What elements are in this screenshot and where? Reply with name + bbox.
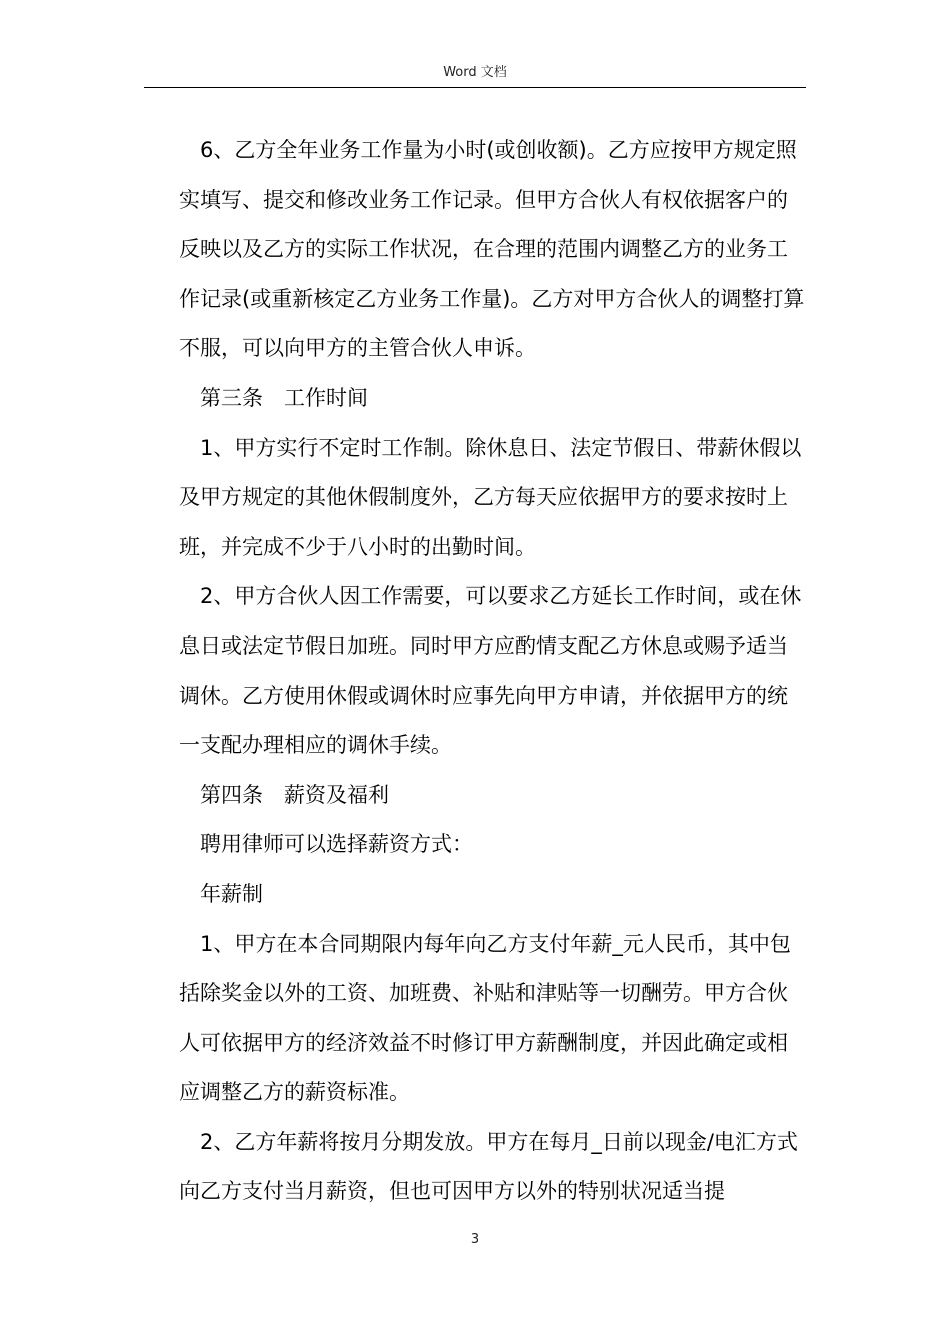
paragraph-salary-2: 2、乙方年薪将按月分期发放。甲方在每月_日前以现金/电汇方式向乙方支付当月薪资，但也可因甲方以外的特别状况适当提	[179, 1129, 798, 1204]
heading-article-3: 第三条 工作时间	[200, 385, 368, 410]
paragraph-workload: 6、乙方全年业务工作量为小时(或创收额)。乙方应按甲方规定照实填写、提交和修改业务工作记录。但甲方合伙人有权依据客户的反映以及乙方的实际工作状况，在合理的范围内调整乙方的业务工作记录(或重新核定乙方业务工作量)。乙方对甲方合伙人的调整打算不服，可以向甲方的主管合伙人申诉。	[179, 138, 805, 361]
header-rule	[144, 87, 806, 88]
paragraph-salary-options: 聘用律师可以选择薪资方式：	[200, 832, 473, 857]
paragraph-working-hours-2: 2、甲方合伙人因工作需要，可以要求乙方延长工作时间，或在休息日或法定节假日加班。同时甲方应酌情支配乙方休息或赐予适当调休。乙方使用休假或调休时应事先向甲方申请，并依据甲方的统一支配办理相应的调休手续。	[179, 584, 802, 758]
subheading-annual-salary: 年薪制	[200, 881, 263, 906]
heading-article-4: 第四条 薪资及福利	[200, 782, 389, 807]
paragraph-working-hours-1: 1、甲方实行不定时工作制。除休息日、法定节假日、带薪休假以及甲方规定的其他休假制度外，乙方每天应依据甲方的要求按时上班，并完成不少于八小时的出勤时间。	[179, 435, 802, 559]
paragraph-salary-1: 1、甲方在本合同期限内每年向乙方支付年薪_元人民币，其中包括除奖金以外的工资、加班费、补贴和津贴等一切酬劳。甲方合伙人可依据甲方的经济效益不时修订甲方薪酬制度，并因此确定或相应调整乙方的薪资标准。	[179, 931, 791, 1105]
page-header: Word 文档	[443, 65, 507, 80]
document-body	[179, 126, 805, 1217]
page-number: 3	[470, 1232, 480, 1247]
